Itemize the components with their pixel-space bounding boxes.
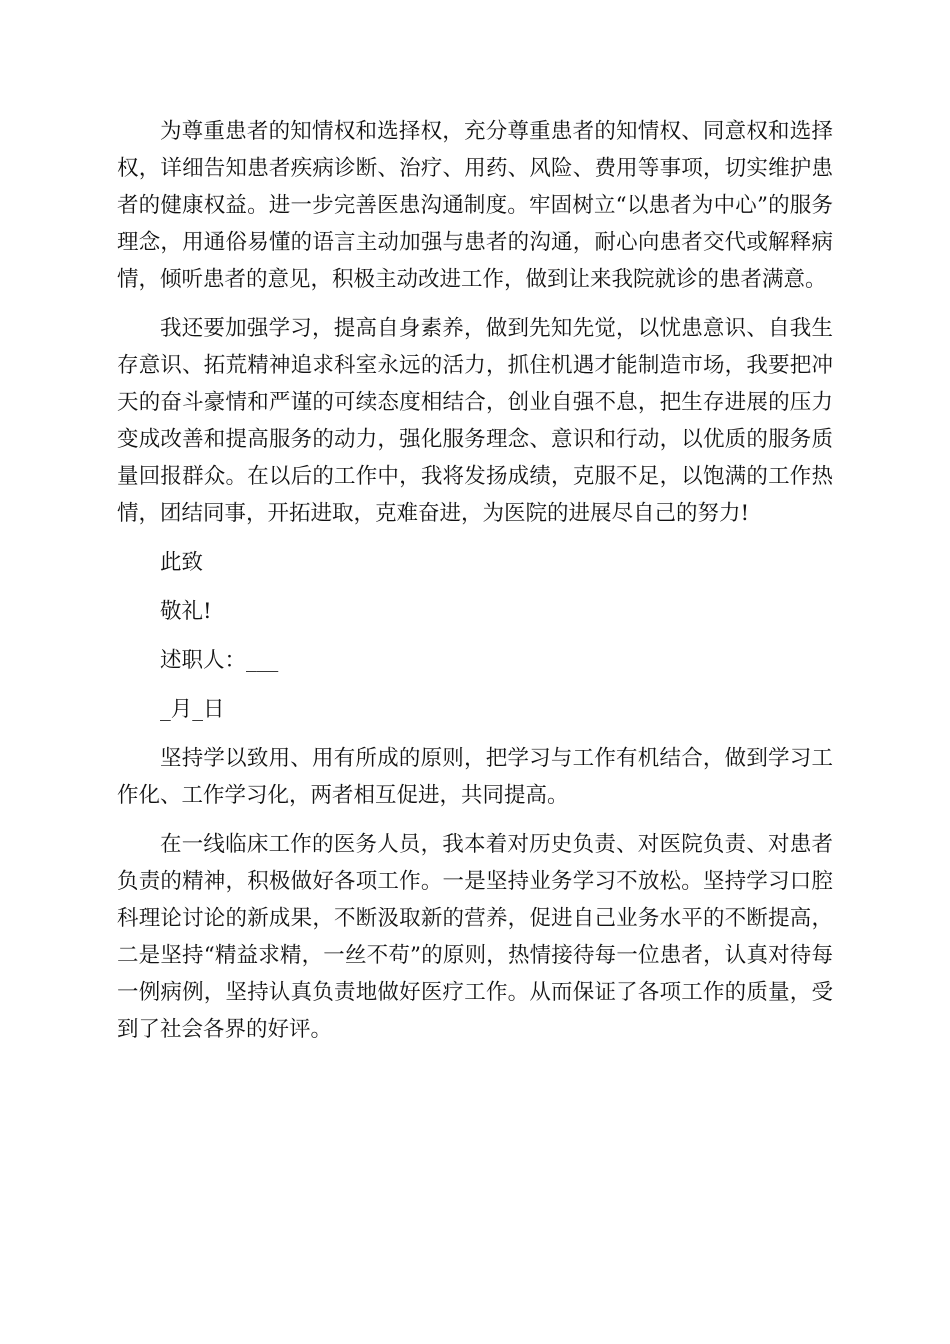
paragraph-learning-principle: 坚持学以致用、用有所成的原则，把学习与工作有机结合，做到学习工作化、工作学习化，两者相互促进，共同提高。 [117,746,833,808]
paragraph-self-improvement: 我还要加强学习，提高自身素养，做到先知先觉，以忧患意识、自我生存意识、拓荒精神追求科室永远的活力，抓住机遇才能制造市场，我要把冲天的奋斗豪情和严谨的可续态度相结合，创业自强不息，把生存进展的压力变成改善和提高服务的动力，强化服务理念、意识和行动，以优质的服务质量回报群众。在以后的工作中，我将发扬成绩，克服不足，以饱满的工作热情，团结同事，开拓进取，克难奋进，为医院的进展尽自己的努力! [117,316,833,526]
date-line: _月_日 [160,697,225,722]
paragraph-patient-rights: 为尊重患者的知情权和选择权，充分尊重患者的知情权、同意权和选择权，详细告知患者疾病诊断、治疗、用药、风险、费用等事项，切实维护患者的健康权益。进一步完善医患沟通制度。牢固树立“以患者为中心”的服务理念，用通俗易懂的语言主动加强与患者的沟通，耐心向患者交代或解释病情，倾听患者的意见，积极主动改进工作，做到让来我院就诊的患者满意。 [117,119,833,292]
closing-respect: 敬礼! [160,599,212,624]
paragraph-clinical-work: 在一线临床工作的医务人员，我本着对历史负责、对医院负责、对患者负责的精神，积极做好各项工作。一是坚持业务学习不放松。坚持学习口腔科理论讨论的新成果，不断汲取新的营养，促进自己业务水平的不断提高，二是坚持“精益求精，一丝不苟”的原则，热情接待每一位患者，认真对待每一例病例，坚持认真负责地做好医疗工作。从而保证了各项工作的质量，受到了社会各界的好评。 [117,832,833,1042]
document-page [117,113,833,1060]
closing-salutation: 此致 [160,550,204,575]
signature-line: 述职人：___ [160,648,279,673]
